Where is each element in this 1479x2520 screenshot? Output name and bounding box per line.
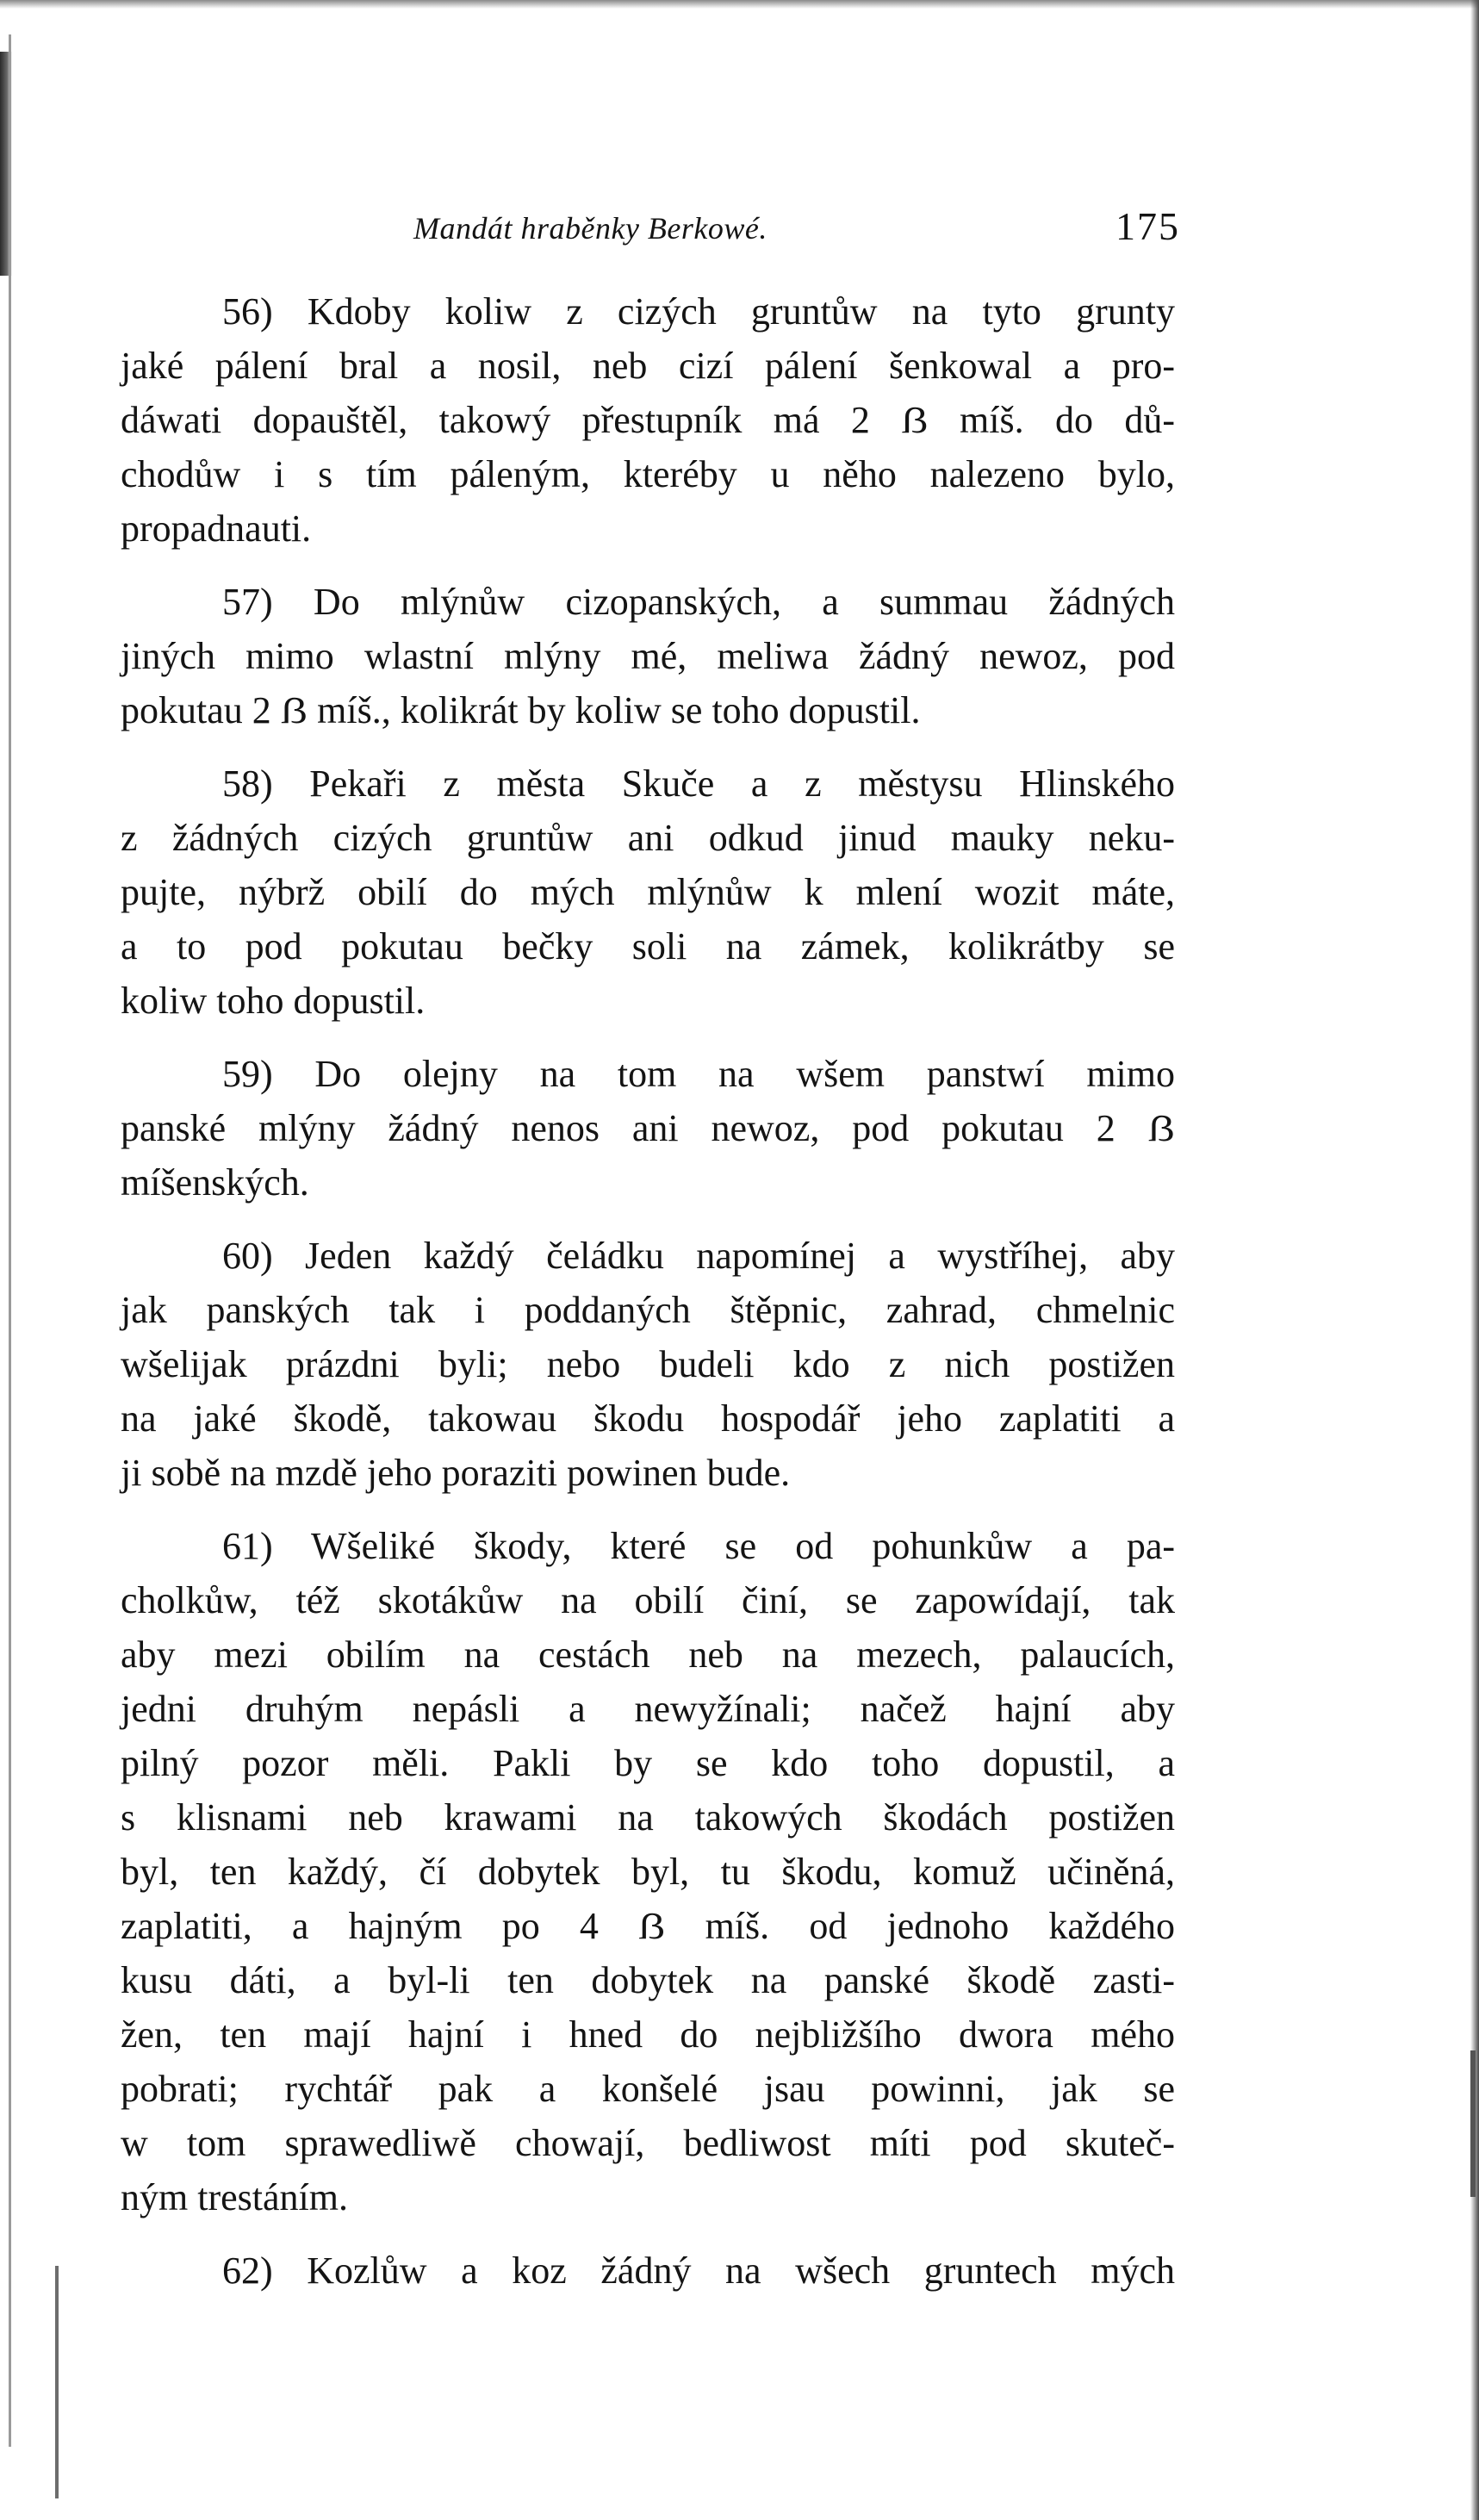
text-line: 62) Kozlůw a koz žádný na wšech gruntech mých xyxy=(222,2249,1175,2292)
text-line: žen, ten mají hajní i hned do nejbližšího dwora mého xyxy=(121,2013,1175,2056)
text-line: a to pod pokutau bečky soli na zámek, kolikrátby se xyxy=(121,925,1175,968)
text-line: panské mlýny žádný nenos ani newoz, pod pokutau 2 ẞ xyxy=(121,1107,1175,1149)
text-line: koliw toho dopustil. xyxy=(121,980,426,1022)
paragraph-61 xyxy=(121,1519,1175,2224)
text-line: 61) Wšeliké škody, které se od pohunkůw a pa- xyxy=(222,1525,1175,1567)
paragraph-58 xyxy=(121,756,1175,1028)
paragraph-57 xyxy=(121,575,1175,737)
text-line: ným trestáním. xyxy=(121,2176,348,2218)
text-line: 56) Kdoby koliw z cizých gruntůw na tyto grunty xyxy=(222,290,1175,333)
text-line: dáwati dopauštěl, takowý přestupník má 2 ẞ míš. do dů- xyxy=(121,399,1175,441)
page-number: 175 xyxy=(1115,204,1180,248)
paragraph-60 xyxy=(121,1229,1175,1500)
text-line: kusu dáti, a byl-li ten dobytek na panské škodě zasti- xyxy=(121,1959,1175,2001)
text-line: wšelijak prázdni byli; nebo budeli kdo z nich postižen xyxy=(121,1343,1175,1385)
scan-edge-top xyxy=(0,0,1479,9)
text-line: s klisnami neb krawami na takowých škodách postižen xyxy=(121,1796,1175,1839)
scan-mark-bottom-left xyxy=(55,2266,59,2498)
text-line: 59) Do olejny na tom na wšem panstwí mimo xyxy=(222,1053,1175,1095)
text-line: chodůw i s tím páleným, kteréby u něho nalezeno bylo, xyxy=(121,453,1175,495)
text-line: z žádných cizých gruntůw ani odkud jinud mauky neku- xyxy=(121,817,1175,859)
text-line: w tom sprawedliwě chowají, bedliwost míti pod skuteč- xyxy=(121,2122,1175,2164)
text-line: 57) Do mlýnůw cizopanských, a summau žádných xyxy=(222,581,1175,623)
text-line: na jaké škodě, takowau škodu hospodář jeho zaplatiti a xyxy=(121,1397,1175,1440)
text-line: ji sobě na mzdě jeho poraziti powinen bude. xyxy=(121,1452,791,1494)
text-line: pokutau 2 ẞ míš., kolikrát by koliw se toho dopustil. xyxy=(121,689,921,731)
text-line: aby mezi obilím na cestách neb na mezech, palaucích, xyxy=(121,1633,1175,1676)
text-line: jiných mimo wlastní mlýny mé, meliwa žádný newoz, pod xyxy=(121,635,1175,677)
scan-edge-left-line xyxy=(9,34,11,2447)
scan-edge-right-mark xyxy=(1470,2050,1476,2197)
text-line: pilný pozor měli. Pakli by se kdo toho dopustil, a xyxy=(121,1742,1175,1784)
text-line: jaké pálení bral a nosil, neb cizí pálení šenkowal a pro- xyxy=(121,345,1175,387)
text-line: 58) Pekaři z města Skuče a z městysu Hlinského xyxy=(222,762,1175,805)
text-line: cholkůw, též skotákůw na obilí činí, se zapowídají, tak xyxy=(121,1579,1175,1621)
paragraph-59 xyxy=(121,1047,1175,1210)
paragraph-62 xyxy=(121,2243,1175,2298)
text-line: jak panských tak i poddaných štěpnic, zahrad, chmelnic xyxy=(121,1289,1175,1331)
text-line: míšenských. xyxy=(121,1161,309,1204)
running-head xyxy=(129,203,1180,258)
text-line: zaplatiti, a hajným po 4 ẞ míš. od jednoho každého xyxy=(121,1905,1175,1947)
text-line: pujte, nýbrž obilí do mých mlýnůw k mlení wozit máte, xyxy=(121,871,1175,913)
text-line: 60) Jeden každý čeládku napomínej a wystříhej, aby xyxy=(222,1235,1175,1277)
text-line: jedni druhým nepásli a newyžínali; načež hajní aby xyxy=(121,1688,1175,1730)
text-block xyxy=(121,284,1175,2317)
text-line: byl, ten každý, čí dobytek byl, tu škodu, komuž učiněná, xyxy=(121,1851,1175,1893)
text-line: pobrati; rychtář pak a konšelé jsau powinni, jak se xyxy=(121,2068,1175,2110)
running-title: Mandát hraběnky Berkowé. xyxy=(413,211,767,246)
text-line: propadnauti. xyxy=(121,507,312,550)
paragraph-56 xyxy=(121,284,1175,556)
